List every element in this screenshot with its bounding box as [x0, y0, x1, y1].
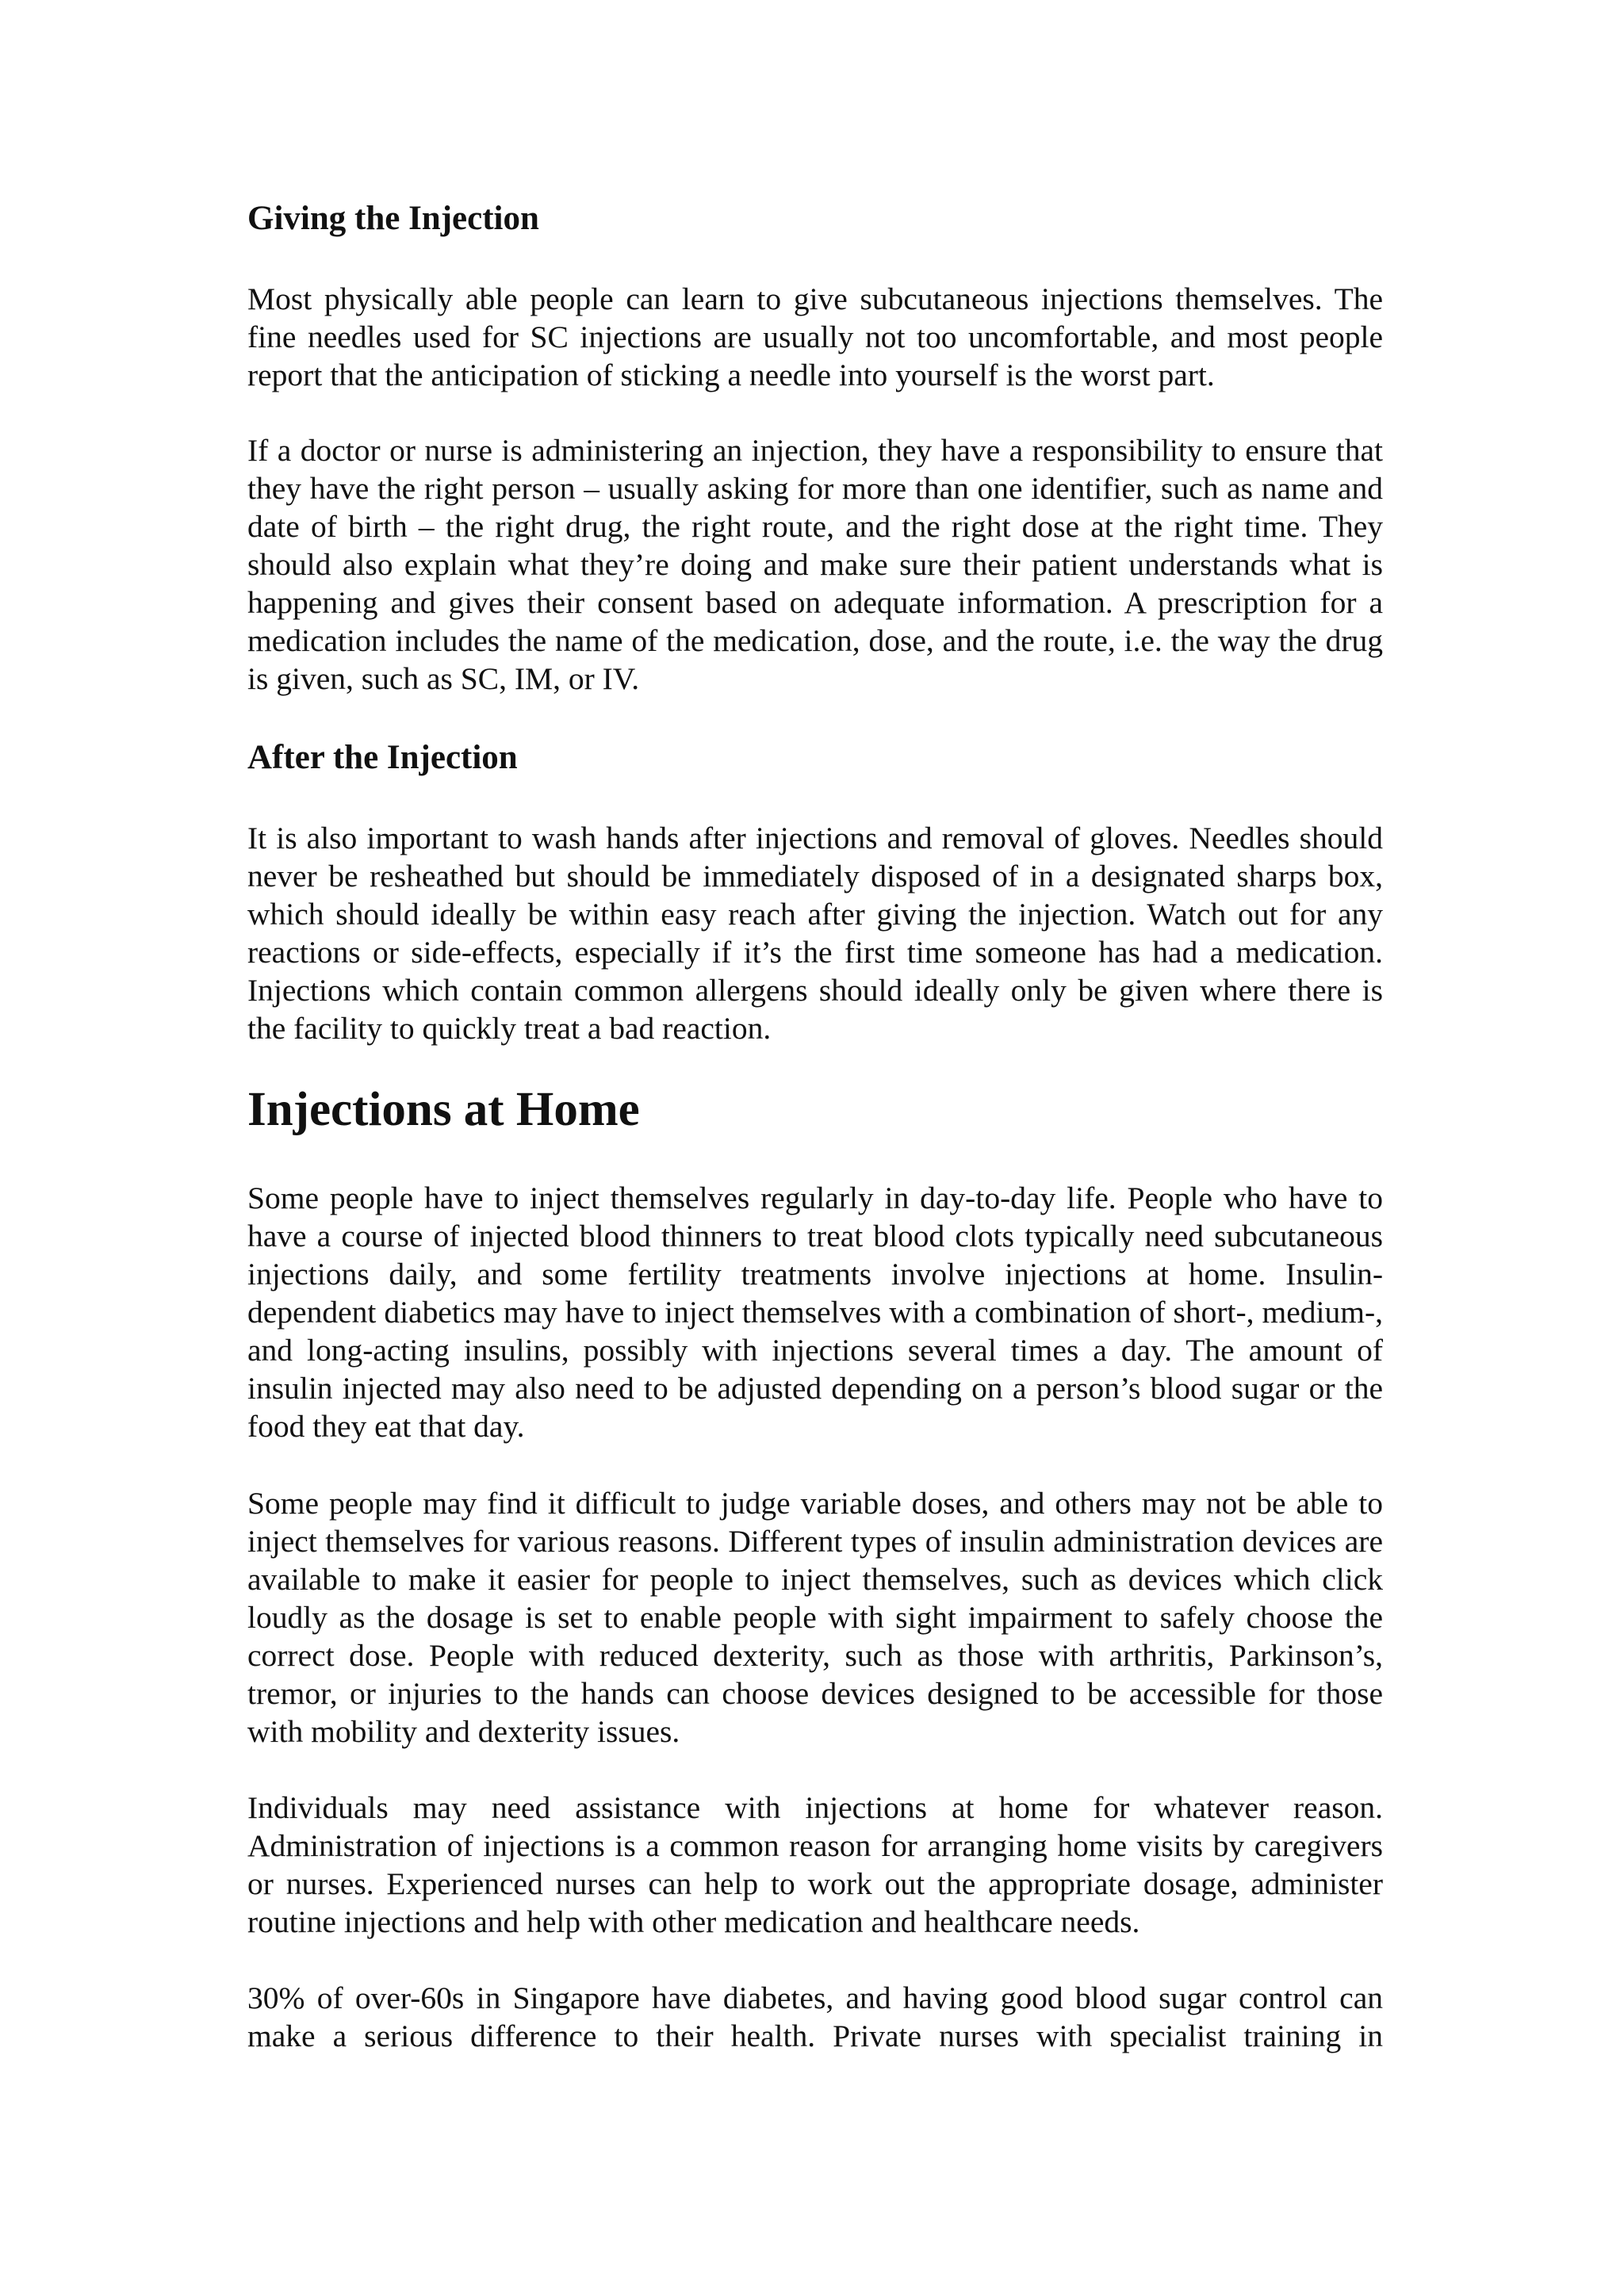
section-heading-after-the-injection: After the Injection [247, 739, 518, 776]
section-heading-giving-the-injection: Giving the Injection [247, 200, 539, 237]
paragraph-home-4: 30% of over-60s in Singapore have diabetes, and having good blood sugar control can make a serious difference to their health. Private nurses with specialist training in [247, 1980, 1383, 2053]
paragraph-after-1: It is also important to wash hands after injections and removal of gloves. Needles should never be resheathed but should be immediately disposed of in a designated sharps box, which should ideally be within easy reach after giving the injection. Watch out for any reactions or side-effects, especially if it’s the first time someone has had a medication. Injections which contain common allergens should ideally only be given where there is the facility to quickly treat a bad reaction. [247, 821, 1383, 1046]
paragraph-giving-1: Most physically able people can learn to give subcutaneous injections themselves. The fine needles used for SC injections are usually not too uncomfortable, and most people report that the anticipation of sticking a needle into yourself is the worst part. [247, 281, 1383, 392]
paragraph-home-2: Some people may find it difficult to judge variable doses, and others may not be able to inject themselves for various reasons. Different types of insulin administration devices are available to make it easier for people to inject themselves, such as devices which click loudly as the dosage is set to enable people with sight impairment to safely choose the correct dose. People with reduced dexterity, such as those with arthritis, Parkinson’s, tremor, or injuries to the hands can choose devices designed to be accessible for those with mobility and dexterity issues. [247, 1486, 1383, 1749]
paragraph-home-3: Individuals may need assistance with injections at home for whatever reason. Administration of injections is a common reason for arranging home visits by caregivers or nurses. Experienced nurses can help to work out the appropriate dosage, administer routine injections and help with other medication and healthcare needs. [247, 1790, 1383, 1939]
chapter-heading-injections-at-home: Injections at Home [247, 1083, 640, 1136]
paragraph-giving-2: If a doctor or nurse is administering an injection, they have a responsibility to ensure that they have the right person – usually asking for more than one identifier, such as name and date of birth – the right drug, the right route, and the right dose at the right time. They should also explain what they’re doing and make sure their patient understands what is happening and gives their consent based on adequate information. A prescription for a medication includes the name of the medication, dose, and the route, i.e. the way the drug is given, such as SC, IM, or IV. [247, 433, 1383, 696]
paragraph-home-1: Some people have to inject themselves regularly in day-to-day life. People who have to have a course of injected blood thinners to treat blood clots typically need subcutaneous injections daily, and some fertility treatments involve injections at home. Insulin-dependent diabetics may have to inject themselves with a combination of short-, medium-, and long-acting insulins, possibly with injections several times a day. The amount of insulin injected may also need to be adjusted depending on a person’s blood sugar or the food they eat that day. [247, 1181, 1383, 1444]
